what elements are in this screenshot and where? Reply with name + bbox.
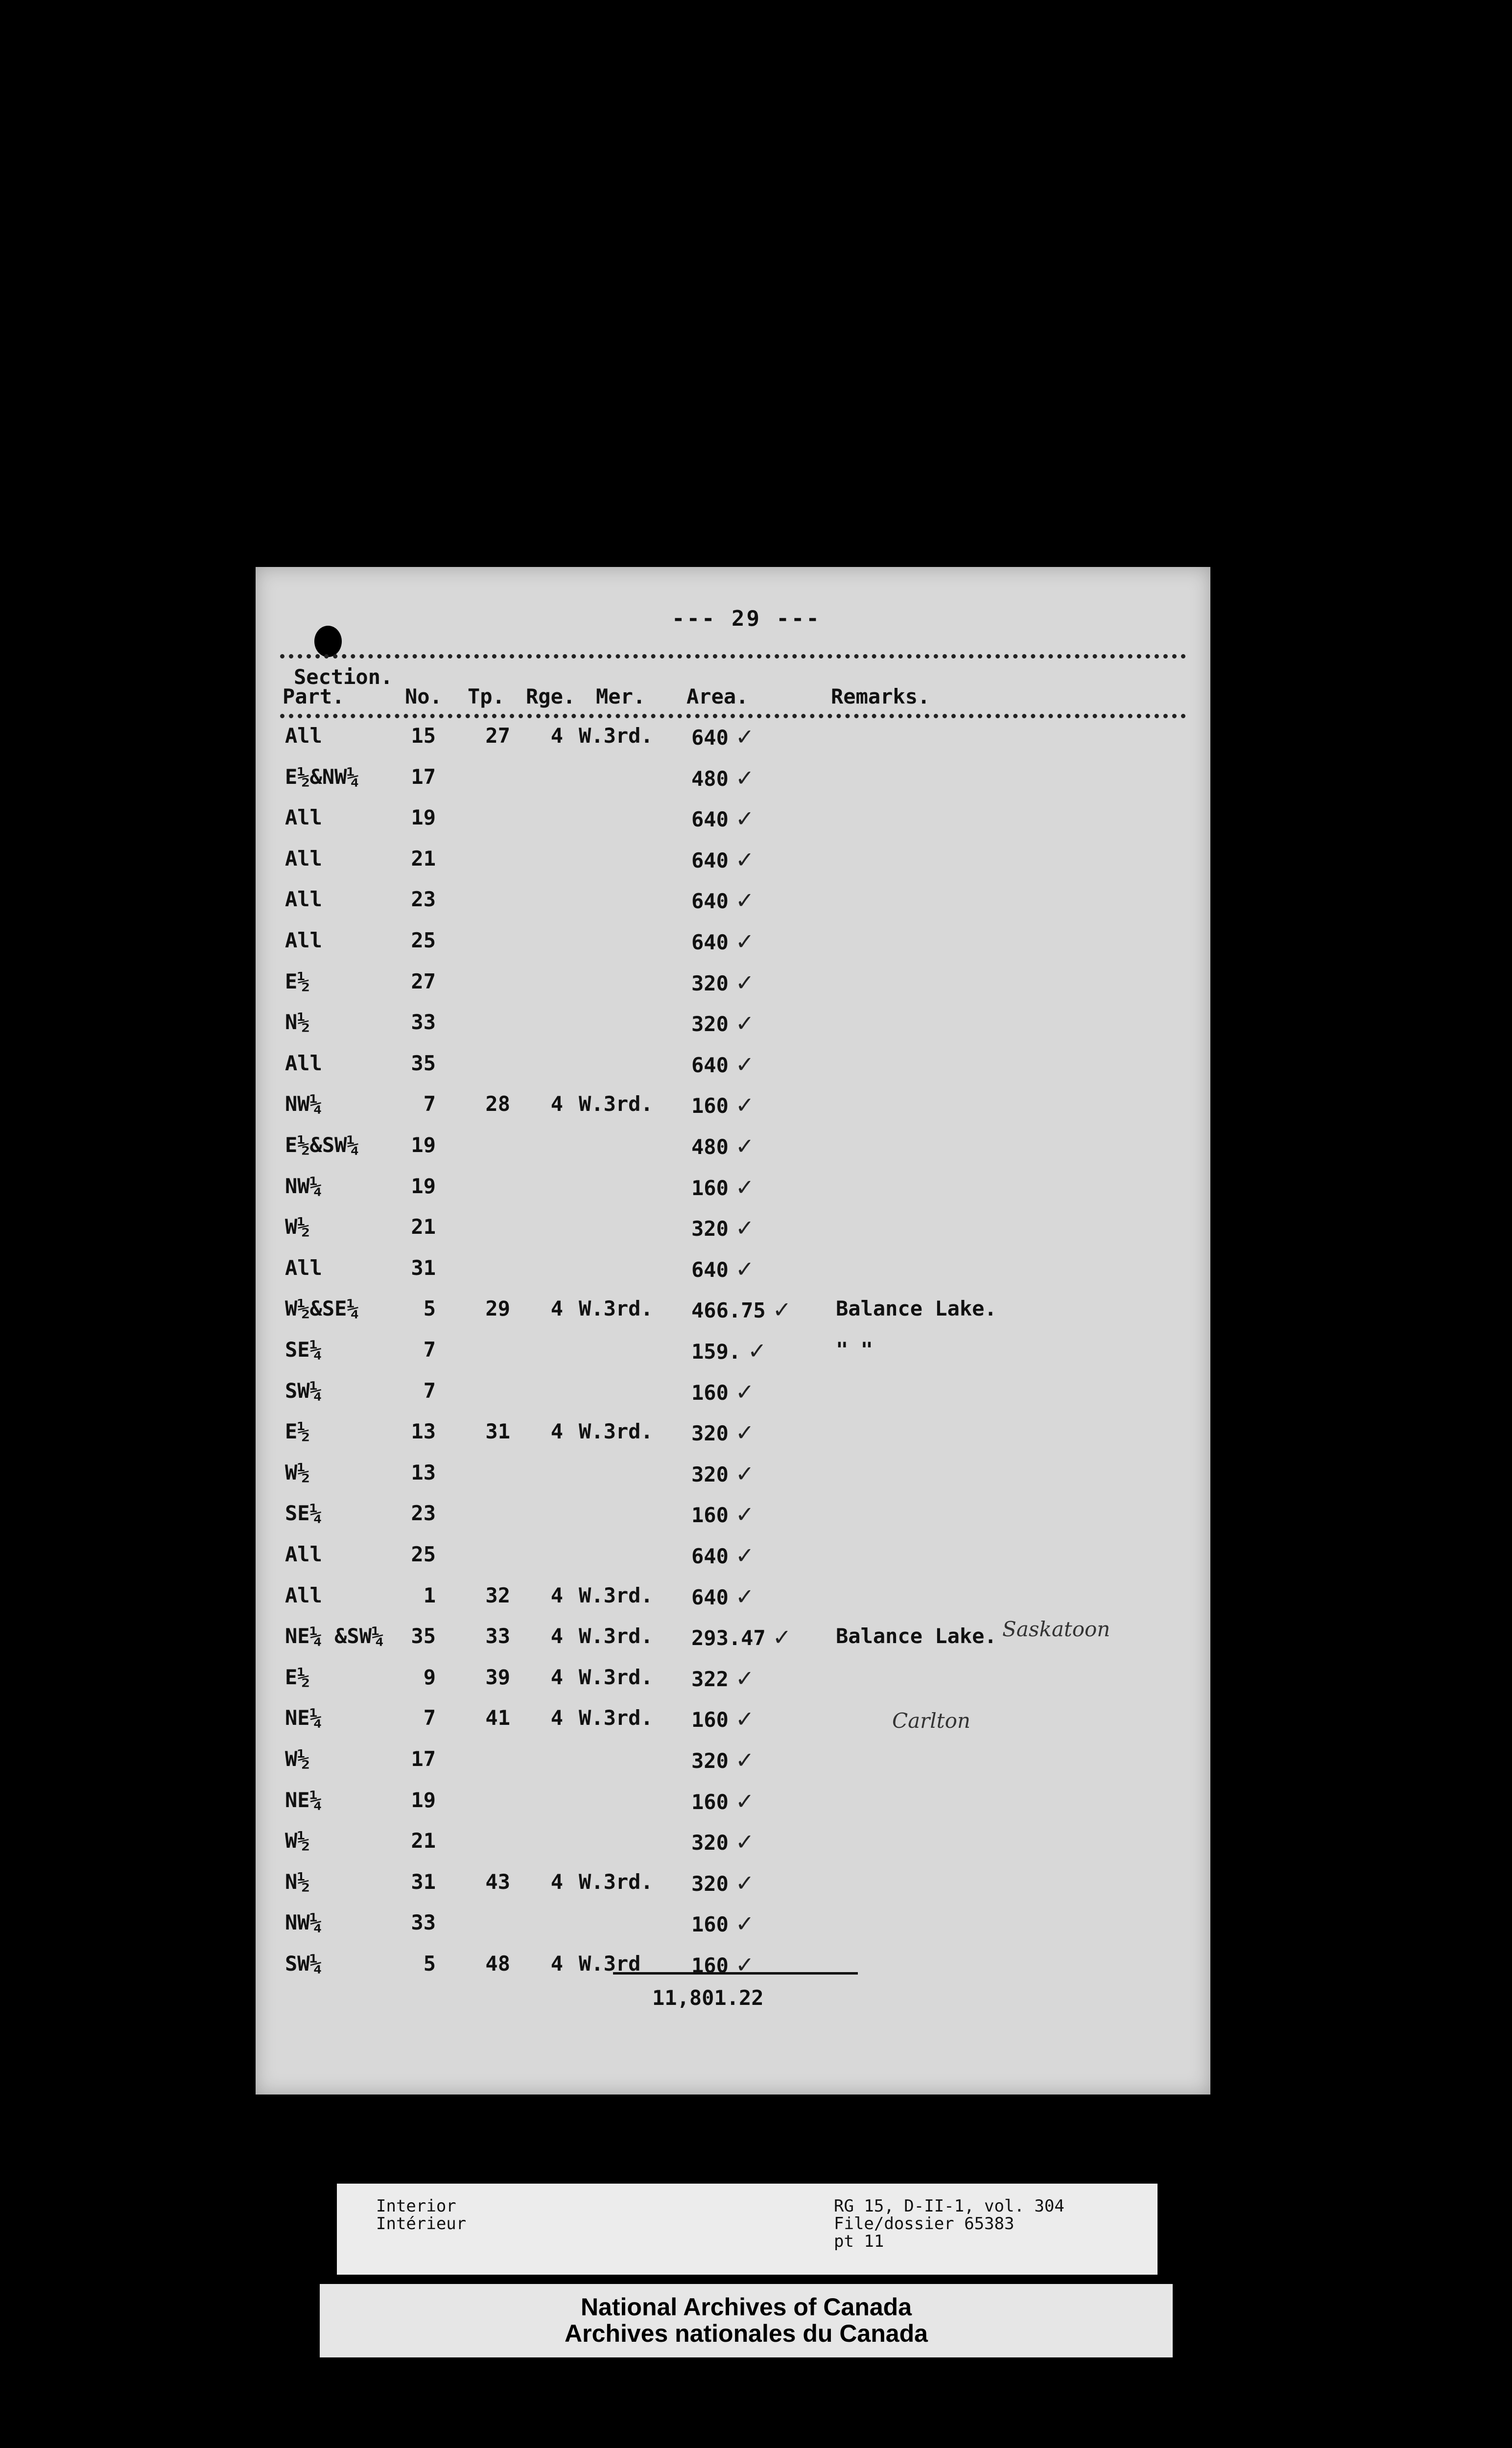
row-part: W½ [285, 1215, 310, 1239]
row-area [691, 1829, 754, 1855]
ref-line3: pt 11 [834, 2232, 884, 2251]
table-row [256, 1829, 1210, 1870]
row-range: 4 [550, 1869, 563, 1894]
row-part: W½ [285, 1460, 310, 1484]
row-part: All [285, 928, 322, 952]
row-section-no: 23 [411, 887, 436, 912]
row-part: E½ [285, 1665, 310, 1689]
row-section-no: 19 [411, 805, 436, 830]
row-area-value: 320 [691, 1012, 729, 1036]
row-area-value: 320 [691, 1831, 729, 1855]
row-part: NW¼ [285, 1910, 322, 1935]
row-area-value: 322 [691, 1667, 729, 1691]
row-part: W½ [285, 1829, 310, 1853]
row-area [691, 765, 754, 791]
row-section-no: 13 [411, 1460, 436, 1484]
row-township: 39 [485, 1665, 510, 1689]
row-part: All [285, 1583, 322, 1607]
row-area-value: 160 [691, 1954, 729, 1977]
row-section-no: 5 [423, 1952, 436, 1976]
row-section-no: 31 [411, 1255, 436, 1280]
row-part: All [285, 1255, 322, 1280]
row-area [691, 1256, 754, 1282]
row-area-value: 640 [691, 1544, 729, 1568]
row-section-no: 23 [411, 1501, 436, 1526]
row-area [691, 1338, 767, 1364]
checkmark-icon: ✓ [735, 724, 755, 750]
header-dotted-rule [280, 714, 1186, 718]
row-area-value: 640 [691, 1257, 729, 1282]
handwritten-note: Carlton [892, 1709, 970, 1733]
row-part: SE¼ [285, 1338, 322, 1362]
row-area [691, 1092, 754, 1118]
row-meridian: W.3rd. [579, 1296, 653, 1321]
row-part: E½ [285, 969, 310, 993]
row-area-value: 640 [691, 1053, 729, 1077]
row-area-value: 640 [691, 930, 729, 954]
row-section-no: 17 [411, 764, 436, 789]
table-row [256, 928, 1210, 969]
table-row [256, 1617, 1210, 1665]
row-area [691, 1379, 754, 1405]
row-remarks: Balance Lake. [836, 1296, 997, 1321]
row-part: SW¼ [285, 1378, 322, 1403]
checkmark-icon: ✓ [735, 805, 755, 832]
row-section-no: 15 [411, 724, 436, 748]
row-area [691, 887, 754, 914]
row-part: All [285, 887, 322, 912]
row-area [691, 1665, 754, 1692]
header-rge: Rge. [526, 684, 576, 708]
row-area-value: 293.47 [691, 1626, 766, 1650]
row-area [691, 724, 754, 750]
table-row [256, 1501, 1210, 1542]
punch-hole [314, 626, 342, 657]
row-part: All [285, 1542, 322, 1566]
table-row [256, 1133, 1210, 1174]
checkmark-icon: ✓ [735, 1419, 755, 1446]
row-meridian: W.3rd. [579, 1665, 653, 1689]
table-row [256, 847, 1210, 888]
row-section-no: 33 [411, 1910, 436, 1935]
row-part: All [285, 724, 322, 748]
checkmark-icon: ✓ [735, 1133, 755, 1159]
archives-name-fr: Archives nationales du Canada [565, 2320, 928, 2347]
checkmark-icon: ✓ [735, 1501, 755, 1528]
row-section-no: 7 [423, 1092, 436, 1116]
row-section-no: 7 [423, 1338, 436, 1362]
row-area [691, 1542, 754, 1569]
row-area-value: 160 [691, 1708, 729, 1732]
checkmark-icon: ✓ [735, 969, 755, 996]
table-row [256, 1010, 1210, 1051]
table-row [256, 1051, 1210, 1092]
row-part: NE¼ [285, 1706, 322, 1730]
row-township: 31 [485, 1419, 510, 1444]
row-section-no: 33 [411, 1010, 436, 1035]
table-row [256, 1256, 1210, 1297]
header-section: Section. [294, 665, 393, 689]
row-area [691, 1419, 754, 1446]
row-township: 32 [485, 1583, 510, 1607]
row-meridian: W.3rd. [579, 1869, 653, 1894]
checkmark-icon: ✓ [735, 846, 755, 873]
row-area [691, 1215, 754, 1241]
row-part: All [285, 846, 322, 871]
archives-name-label [320, 2284, 1173, 2357]
row-area-value: 159. [691, 1340, 741, 1364]
row-area-value: 640 [691, 848, 729, 872]
header-no: No. [405, 684, 442, 708]
row-section-no: 19 [411, 1133, 436, 1157]
table-row [256, 1174, 1210, 1215]
row-section-no: 7 [423, 1378, 436, 1403]
checkmark-icon: ✓ [735, 1215, 755, 1242]
checkmark-icon: ✓ [748, 1338, 767, 1364]
row-part: NE¼ &SW¼ [285, 1624, 384, 1648]
checkmark-icon: ✓ [772, 1296, 792, 1323]
row-section-no: 35 [411, 1624, 436, 1648]
row-area-value: 466.75 [691, 1298, 766, 1323]
row-part: N½ [285, 1010, 310, 1035]
row-area [691, 847, 754, 873]
row-section-no: 35 [411, 1051, 436, 1075]
table-row [256, 1379, 1210, 1420]
row-area [691, 969, 754, 996]
table-row [256, 1460, 1210, 1502]
row-section-no: 27 [411, 969, 436, 993]
checkmark-icon: ✓ [735, 1788, 755, 1814]
row-section-no: 21 [411, 1215, 436, 1239]
checkmark-icon: ✓ [735, 1010, 755, 1037]
row-area [691, 805, 754, 832]
checkmark-icon: ✓ [735, 1665, 755, 1692]
row-range: 4 [550, 1092, 563, 1116]
row-section-no: 5 [423, 1296, 436, 1321]
row-meridian: W.3rd. [579, 1092, 653, 1116]
ref-line1: RG 15, D-II-1, vol. 304 [834, 2196, 1064, 2216]
row-meridian: W.3rd. [579, 1624, 653, 1648]
checkmark-icon: ✓ [735, 1378, 755, 1405]
row-township: 41 [485, 1706, 510, 1730]
table-row [256, 1665, 1210, 1706]
checkmark-icon: ✓ [735, 1092, 755, 1119]
row-part: All [285, 805, 322, 830]
row-section-no: 7 [423, 1706, 436, 1730]
row-meridian: W.3rd. [579, 1583, 653, 1607]
row-part: W½ [285, 1747, 310, 1771]
table-row [256, 1788, 1210, 1829]
header-area: Area. [686, 684, 749, 708]
row-township: 27 [485, 724, 510, 748]
row-township: 28 [485, 1092, 510, 1116]
checkmark-icon: ✓ [735, 1460, 755, 1487]
table-row [256, 1419, 1210, 1460]
row-part: SW¼ [285, 1952, 322, 1976]
row-area-value: 320 [691, 1462, 729, 1486]
row-area-value: 320 [691, 1217, 729, 1241]
row-area-value: 160 [691, 1789, 729, 1814]
row-area-value: 640 [691, 1585, 729, 1609]
row-township: 43 [485, 1869, 510, 1894]
row-area-value: 640 [691, 807, 729, 832]
header-part: Part. [283, 684, 345, 708]
header-tp: Tp. [468, 684, 505, 708]
row-meridian: W.3rd [579, 1952, 641, 1976]
header-remarks: Remarks. [831, 684, 930, 708]
checkmark-icon: ✓ [735, 1583, 755, 1610]
handwritten-note: Saskatoon [1002, 1617, 1110, 1642]
row-range: 4 [550, 724, 563, 748]
table-row [256, 765, 1210, 806]
table-row [256, 969, 1210, 1011]
area-total: 11,801.22 [652, 1986, 764, 2010]
table-row [256, 1542, 1210, 1583]
row-section-no: 1 [423, 1583, 436, 1607]
row-township: 29 [485, 1296, 510, 1321]
row-section-no: 19 [411, 1174, 436, 1198]
checkmark-icon: ✓ [772, 1624, 792, 1651]
row-area-value: 160 [691, 1380, 729, 1405]
row-area [691, 1296, 791, 1323]
row-area [691, 1870, 754, 1896]
checkmark-icon: ✓ [735, 764, 755, 791]
archive-reference-label [337, 2184, 1158, 2275]
archives-name-en: National Archives of Canada [580, 2293, 912, 2321]
row-section-no: 31 [411, 1869, 436, 1894]
top-dotted-rule [280, 654, 1186, 659]
row-section-no: 17 [411, 1747, 436, 1771]
row-part: E½ [285, 1419, 310, 1444]
row-area-value: 320 [691, 1421, 729, 1446]
row-area [691, 1624, 791, 1650]
table-row [256, 1747, 1210, 1788]
row-section-no: 13 [411, 1419, 436, 1444]
dept-en: Interior [376, 2196, 456, 2216]
row-section-no: 25 [411, 1542, 436, 1566]
row-section-no: 25 [411, 928, 436, 952]
row-range: 4 [550, 1296, 563, 1321]
row-area-value: 480 [691, 1135, 729, 1159]
row-area [691, 1460, 754, 1487]
row-area [691, 1583, 754, 1610]
table-row [256, 1706, 1210, 1747]
row-range: 4 [550, 1583, 563, 1607]
table-row [256, 1092, 1210, 1133]
row-section-no: 9 [423, 1665, 436, 1689]
row-part: NE¼ [285, 1788, 322, 1812]
checkmark-icon: ✓ [735, 1174, 755, 1200]
row-area [691, 1501, 754, 1528]
dept-fr: Intérieur [376, 2214, 467, 2234]
table-row [256, 1910, 1210, 1952]
checkmark-icon: ✓ [735, 1542, 755, 1569]
row-part: E½&SW¼ [285, 1133, 359, 1157]
row-part: NW¼ [285, 1174, 322, 1198]
row-area-value: 320 [691, 971, 729, 995]
row-area-value: 640 [691, 726, 729, 750]
table-row [256, 1296, 1210, 1338]
table-row [256, 887, 1210, 928]
header-mer: Mer. [596, 684, 646, 708]
row-meridian: W.3rd. [579, 1706, 653, 1730]
checkmark-icon: ✓ [735, 1869, 755, 1896]
row-area [691, 1706, 754, 1732]
checkmark-icon: ✓ [735, 1910, 755, 1937]
row-township: 48 [485, 1952, 510, 1976]
row-remarks: Balance Lake. [836, 1624, 997, 1648]
table-row [256, 1215, 1210, 1256]
checkmark-icon: ✓ [735, 1829, 755, 1856]
table-row [256, 805, 1210, 847]
checkmark-icon: ✓ [735, 1706, 755, 1733]
table-row [256, 724, 1210, 765]
row-part: W½&SE¼ [285, 1296, 359, 1321]
row-range: 4 [550, 1952, 563, 1976]
row-part: SE¼ [285, 1501, 322, 1526]
checkmark-icon: ✓ [735, 1051, 755, 1078]
row-area [691, 1747, 754, 1773]
row-part: N½ [285, 1869, 310, 1894]
row-area [691, 1788, 754, 1814]
row-area [691, 1010, 754, 1036]
row-area-value: 480 [691, 766, 729, 791]
row-township: 33 [485, 1624, 510, 1648]
row-section-no: 21 [411, 1829, 436, 1853]
row-area-value: 160 [691, 1503, 729, 1528]
checkmark-icon: ✓ [735, 1747, 755, 1773]
table-row [256, 1870, 1210, 1911]
row-area-value: 640 [691, 889, 729, 914]
row-range: 4 [550, 1665, 563, 1689]
ref-line2: File/dossier 65383 [834, 2214, 1015, 2234]
row-part: NW¼ [285, 1092, 322, 1116]
total-rule [613, 1972, 858, 1975]
row-area-value: 160 [691, 1176, 729, 1200]
row-area [691, 928, 754, 955]
row-range: 4 [550, 1706, 563, 1730]
table-row [256, 1338, 1210, 1379]
row-area-value: 320 [691, 1871, 729, 1896]
checkmark-icon: ✓ [735, 887, 755, 914]
row-meridian: W.3rd. [579, 724, 653, 748]
page-number: --- 29 --- [672, 606, 821, 631]
row-range: 4 [550, 1419, 563, 1444]
row-area [691, 1174, 754, 1200]
row-part: E½&NW¼ [285, 764, 359, 789]
row-area [691, 1051, 754, 1078]
row-area-value: 320 [691, 1749, 729, 1773]
row-area [691, 1910, 754, 1937]
row-part: All [285, 1051, 322, 1075]
row-remarks: " " [836, 1338, 873, 1362]
checkmark-icon: ✓ [735, 1255, 755, 1282]
checkmark-icon: ✓ [735, 1952, 755, 1978]
row-range: 4 [550, 1624, 563, 1648]
row-section-no: 19 [411, 1788, 436, 1812]
row-section-no: 21 [411, 846, 436, 871]
row-meridian: W.3rd. [579, 1419, 653, 1444]
row-area [691, 1133, 754, 1159]
checkmark-icon: ✓ [735, 928, 755, 955]
row-area-value: 160 [691, 1912, 729, 1937]
ledger-sheet [256, 567, 1210, 2095]
row-area-value: 160 [691, 1094, 729, 1118]
